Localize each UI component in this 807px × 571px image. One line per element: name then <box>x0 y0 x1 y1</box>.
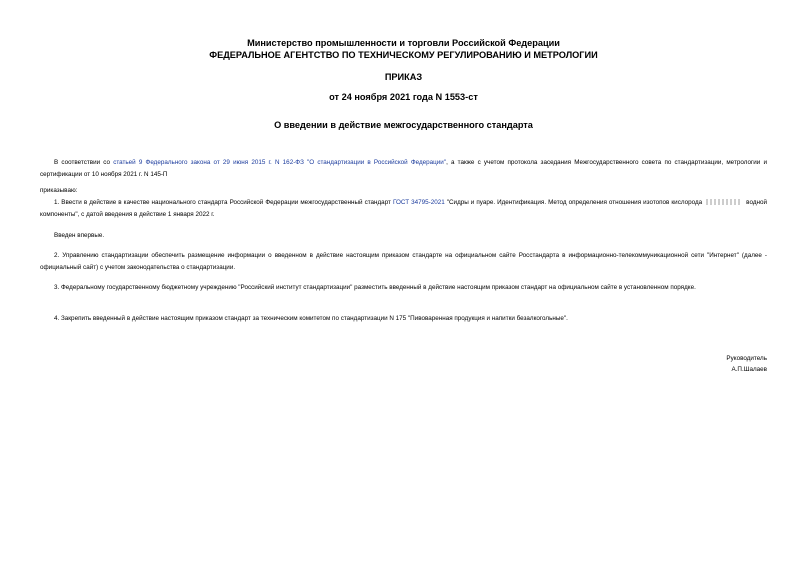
signature-title: Руководитель <box>726 355 767 362</box>
item-4-paragraph: 4. Закрепить введенный в действие настоящим приказом стандарт за техническим комитетом по стандартизации N 175 "Пивоваренная продукция и напитки безалкогольные". <box>54 315 568 322</box>
intro-paragraph <box>40 157 767 180</box>
intro-text-end: , а также с учетом протокола заседания Межгосударственного совета по стандартизации, метрологии и сертификации от 10 ноября 2021 г. N 145-П <box>40 159 767 178</box>
document-type: ПРИКАЗ <box>384 72 423 82</box>
isotope-formula-image <box>706 199 742 205</box>
item-3-paragraph: 3. Федеральному государственному бюджетному учреждению "Российский институт стандартизации" разместить введенный в действие настоящим приказом стандарт на официальном сайте в установленном порядке. <box>54 284 696 291</box>
document-date-number: от 24 ноября 2021 года N 1553-ст <box>329 92 478 102</box>
first-time-note: Введен впервые. <box>54 232 105 239</box>
item-1-text-end: водной компоненты", с датой введения в действие 1 января 2022 г. <box>40 199 767 218</box>
document-subject: О введении в действие межгосударственного стандарта <box>274 120 533 130</box>
gost-standard-link[interactable]: ГОСТ 34795-2021 <box>392 199 445 206</box>
signature-name: А.П.Шалаев <box>731 366 767 373</box>
item-1-text-start: 1. Ввести в действие в качестве национального стандарта Российской Федерации межгосударственный стандарт <box>54 199 393 206</box>
item-1-paragraph <box>40 197 767 220</box>
federal-law-link[interactable]: статьей 9 Федерального закона от 29 июня 2015 г. N 162-ФЗ "О стандартизации в Российской Федерации" <box>113 159 447 166</box>
item-2-paragraph: 2. Управлению стандартизации обеспечить размещение информации о введенном в действие настоящим приказом стандарте на официальном сайте Росстандарта в информационно-телекоммуникационной сети "Интернет" (далее - официальный сайт) с учетом законодательства о стандартизации. <box>40 252 767 271</box>
intro-text-start: В соответствии со <box>54 159 114 166</box>
item-1-text-middle: "Сидры и пуаре. Идентификация. Метод определения отношения изотопов кислорода <box>444 199 705 206</box>
ministry-title: Министерство промышленности и торговли Российской Федерации <box>247 38 560 48</box>
order-word: приказываю: <box>40 187 78 194</box>
agency-title: ФЕДЕРАЛЬНОЕ АГЕНТСТВО ПО ТЕХНИЧЕСКОМУ РЕГУЛИРОВАНИЮ И МЕТРОЛОГИИ <box>209 50 598 60</box>
